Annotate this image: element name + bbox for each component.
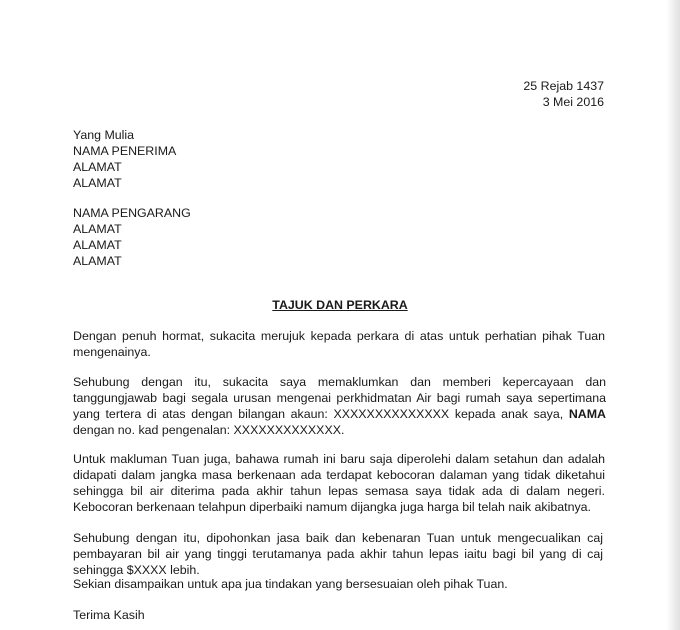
author-address-line: ALAMAT bbox=[73, 238, 122, 252]
recipient-address-line: ALAMAT bbox=[73, 176, 122, 190]
paragraph-request: Sehubung dengan itu, dipohonkan jasa baik dan kebenaran Tuan untuk mengecualikan caj pembayaran bil air yang tinggi terutamanya pada akhir tahun lepas iaitu bagi bil yang di caj sehingga $XXXX lebih. bbox=[73, 531, 603, 577]
gregorian-date: 3 Mei 2016 bbox=[542, 95, 604, 109]
hijri-date: 25 Rejab 1437 bbox=[523, 79, 604, 93]
recipient-block bbox=[73, 127, 176, 191]
author-address-line: ALAMAT bbox=[73, 254, 122, 268]
page-edge-shadow bbox=[666, 0, 680, 630]
paragraph-authorization-text-1: Sehubung dengan itu, sukacita saya memaklumkan dan memberi kepercayaan dan tanggungjawab bagi segala urusan mengenai perkhidmatan Air bagi rumah saya sepertimana yang tertera di atas dengan bilangan akaun: XXXXXXXXXXXXXX kepada anak saya, bbox=[73, 375, 606, 421]
closing-salutation: Terima Kasih bbox=[73, 608, 145, 622]
author-block bbox=[73, 205, 191, 269]
paragraph-leak-notice: Untuk makluman Tuan juga, bahawa rumah ini baru saja diperolehi dalam setahun dan adalah didapati dalam jangka masa berkenaan ada terdapat kebocoran dalaman yang tidak diketahui sehingga bil air diterima pada akhir tahun lepas semasa saya tidak ada di dalam negeri. Kebocoran berkenaan telahpun diperbaiki namum dijangka juga harga bil telah naik akibatnya. bbox=[73, 452, 605, 514]
paragraph-authorization bbox=[73, 374, 606, 438]
recipient-honorific: Yang Mulia bbox=[73, 128, 135, 142]
date-block bbox=[523, 78, 604, 110]
paragraph-authorization-text-2: dengan no. kad pengenalan: XXXXXXXXXXXXX. bbox=[73, 423, 345, 437]
author-name: NAMA PENGARANG bbox=[73, 206, 191, 220]
paragraph-intro: Dengan penuh hormat, sukacita merujuk kepada perkara di atas untuk perhatian pihak Tuan mengenainya. bbox=[73, 329, 605, 359]
letter-subject: TAJUK DAN PERKARA bbox=[272, 298, 408, 312]
recipient-name: NAMA PENERIMA bbox=[73, 144, 177, 158]
child-name: NAMA bbox=[568, 407, 606, 421]
paragraph-conclusion: Sekian disampaikan untuk apa jua tindakan yang bersesuaian oleh pihak Tuan. bbox=[73, 577, 508, 591]
author-address-line: ALAMAT bbox=[73, 222, 122, 236]
recipient-address-line: ALAMAT bbox=[73, 160, 122, 174]
